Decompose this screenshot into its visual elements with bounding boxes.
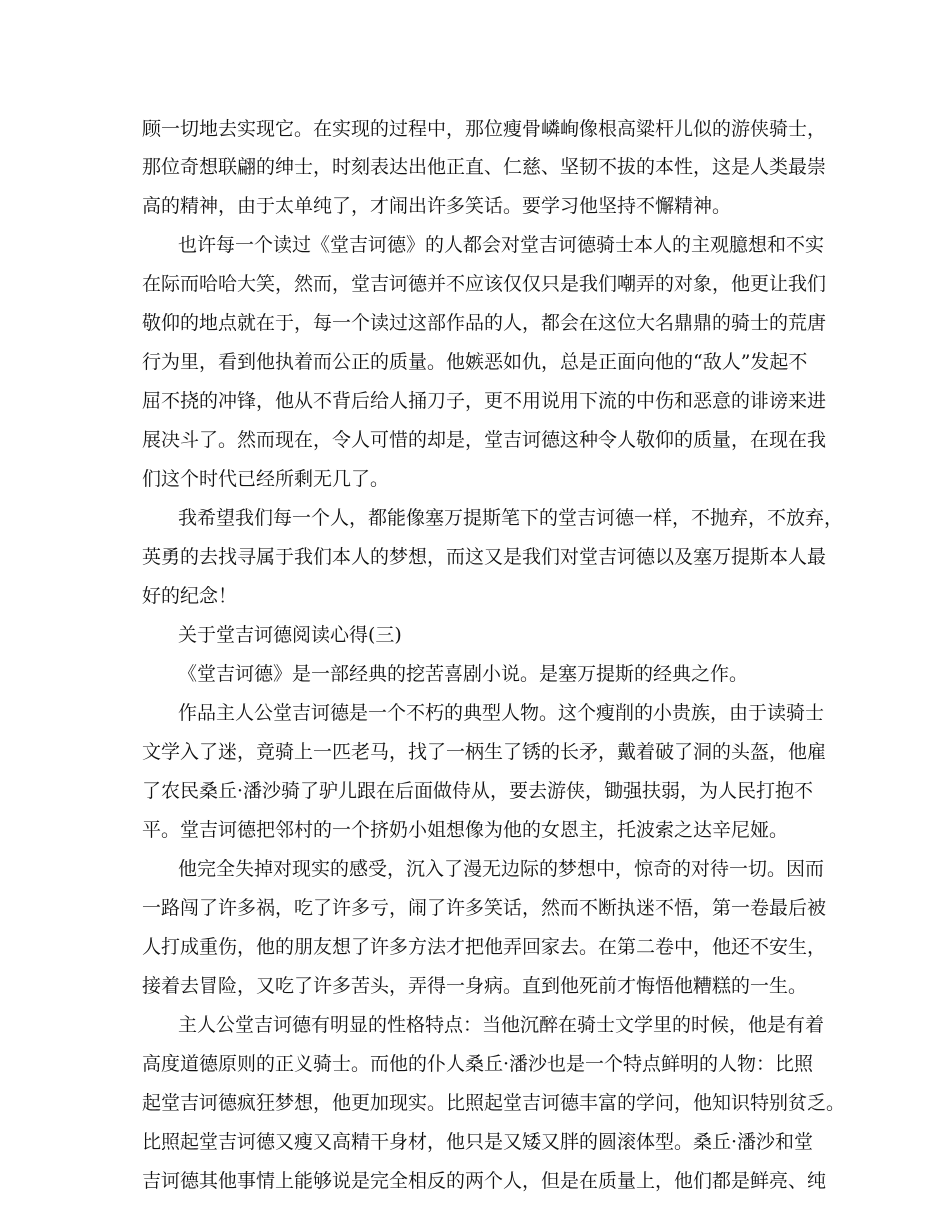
section-heading: 关于堂吉诃德阅读心得(三) <box>178 624 402 646</box>
text-line: 比照起堂吉诃德又瘦又高精干身材，他只是又矮又胖的圆滚体型。桑丘·潘沙和堂 <box>142 1131 814 1153</box>
text-line: 一路闯了许多祸，吃了许多亏，闹了许多笑话，然而不断执迷不悟，第一卷最后被 <box>142 897 827 919</box>
text-line: 起堂吉诃德疯狂梦想，他更加现实。比照起堂吉诃德丰富的学问，他知识特别贫乏。 <box>142 1092 846 1114</box>
text-line: 我希望我们每一个人，都能像塞万提斯笔下的堂吉诃德一样，不抛弃，不放弃， <box>178 507 844 529</box>
text-line: 《堂吉诃德》是一部经典的挖苦喜剧小说。是塞万提斯的经典之作。 <box>178 663 749 685</box>
text-line: 吉诃德其他事情上能够说是完全相反的两个人，但是在质量上，他们都是鲜亮、纯 <box>142 1170 827 1192</box>
text-line: 好的纪念！ <box>142 585 238 607</box>
text-line: 屈不挠的冲锋，他从不背后给人捅刀子，更不用说用下流的中伤和恶意的诽谤来进 <box>142 390 827 412</box>
text-line: 顾一切地去实现它。在实现的过程中，那位瘦骨嶙峋像根高粱杆儿似的游侠骑士， <box>142 118 827 140</box>
text-line: 敬仰的地点就在于，每一个读过这部作品的人，都会在这位大名鼎鼎的骑士的荒唐 <box>142 312 827 334</box>
text-line: 文学入了迷，竟骑上一匹老马，找了一柄生了锈的长矛，戴着破了洞的头盔，他雇 <box>142 741 827 763</box>
text-line: 他完全失掉对现实的感受，沉入了漫无边际的梦想中，惊奇的对待一切。因而 <box>178 858 825 880</box>
text-line: 那位奇想联翩的绅士，时刻表达出他正直、仁慈、坚韧不拔的本性，这是人类最崇 <box>142 156 827 178</box>
text-line: 们这个时代已经所剩无几了。 <box>142 468 390 490</box>
text-line: 接着去冒险，又吃了许多苦头，弄得一身病。直到他死前才悔悟他糟糕的一生。 <box>142 975 808 997</box>
text-line: 了农民桑丘·潘沙骑了驴儿跟在后面做侍从，要去游侠，锄强扶弱，为人民打抱不 <box>142 780 814 802</box>
text-line: 高的精神，由于太单纯了，才闹出许多笑话。要学习他坚持不懈精神。 <box>142 195 732 217</box>
text-line: 作品主人公堂吉诃德是一个不朽的典型人物。这个瘦削的小贵族，由于读骑士 <box>178 702 825 724</box>
text-line: 平。堂吉诃德把邻村的一个挤奶小姐想像为他的女恩主，托波索之达辛尼娅。 <box>142 819 789 841</box>
text-line: 主人公堂吉诃德有明显的性格特点：当他沉醉在骑士文学里的时候，他是有着 <box>178 1014 825 1036</box>
text-line: 英勇的去找寻属于我们本人的梦想，而这又是我们对堂吉诃德以及塞万提斯本人最 <box>142 546 827 568</box>
text-line: 也许每一个读过《堂吉诃德》的人都会对堂吉诃德骑士本人的主观臆想和不实 <box>178 234 825 256</box>
text-line: 行为里，看到他执着而公正的质量。他嫉恶如仇，总是正面向他的“敌人”发起不 <box>142 351 808 373</box>
text-line: 人打成重伤，他的朋友想了许多方法才把他弄回家去。在第二卷中，他还不安生， <box>142 936 827 958</box>
text-line: 展决斗了。然而现在，令人可惜的却是，堂吉诃德这种令人敬仰的质量，在现在我 <box>142 429 827 451</box>
text-line: 高度道德原则的正义骑士。而他的仆人桑丘·潘沙也是一个特点鲜明的人物：比照 <box>142 1053 814 1075</box>
text-line: 在际而哈哈大笑，然而，堂吉诃德并不应该仅仅只是我们嘲弄的对象，他更让我们 <box>142 273 827 295</box>
